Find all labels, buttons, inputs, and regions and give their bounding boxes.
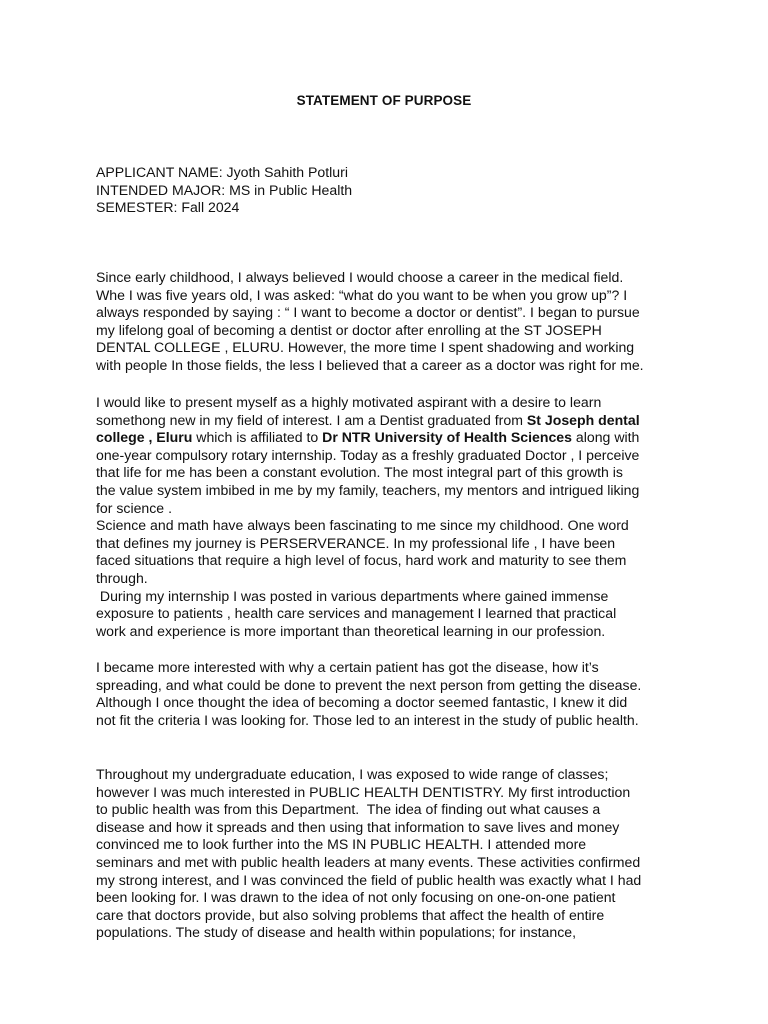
paragraph-line: I became more interested with why a certain patient has got the disease, how it’s	[96, 659, 599, 675]
paragraph-line	[96, 412, 696, 430]
paragraph-line: populations. The study of disease and health within populations; for instance,	[96, 924, 577, 941]
paragraph-line: always responded by saying : “ I want to become a doctor or dentist”. I began to pursue	[96, 304, 640, 321]
paragraph-line: Whe I was five years old, I was asked: “what do you want to be when you grow up”? I	[96, 286, 628, 303]
paragraph-line: that life for me has been a constant evolution. The most integral part of this growth is	[96, 464, 623, 481]
paragraph-line: faced situations that require a high level of focus, hard work and maturity to see them	[96, 552, 627, 569]
paragraph-line: disease and how it spreads and then using that information to save lives and money	[96, 818, 620, 835]
paragraph-line: exposure to patients , health care services and management I learned that practical	[96, 605, 617, 622]
paragraph-line: to public health was from this Department. The idea of finding out what causes a	[96, 801, 601, 818]
paragraph-line: my lifelong goal of becoming a dentist or doctor after enrolling at the ST JOSEPH	[96, 321, 602, 338]
paragraph-line: for science .	[96, 499, 172, 516]
text-run: along with	[572, 429, 640, 446]
text-run: somethong new in my field of interest. I am a Dentist graduated from	[96, 411, 527, 428]
paragraph-line: During my internship I was posted in various departments where gained immense	[96, 587, 609, 604]
paragraph-line: my strong interest, and I was convinced the field of public health was exactly what I had	[96, 871, 642, 888]
college-city-bold: college , Eluru	[96, 429, 193, 446]
college-name-bold: St Joseph dental	[526, 411, 640, 428]
paragraph-line: Science and math have always been fascinating to me since my childhood. One word	[96, 517, 629, 534]
paragraph-line: Although I once thought the idea of becoming a doctor seemed fantastic, I knew it did	[96, 694, 628, 711]
paragraph-line: the value system imbibed in me by my family, teachers, my mentors and intrigued liking	[96, 481, 640, 498]
paragraph-line: I would like to present myself as a highly motivated aspirant with a desire to learn	[96, 394, 602, 410]
paragraph-2	[96, 394, 696, 640]
intended-major: INTENDED MAJOR: MS in Public Health	[96, 181, 353, 198]
university-name-bold: Dr NTR University of Health Sciences	[322, 429, 572, 446]
paragraph-line: not fit the criteria I was looking for. Those led to an interest in the study of public health.	[96, 711, 639, 728]
paragraph-line	[96, 429, 696, 447]
document-title: STATEMENT OF PURPOSE	[296, 93, 472, 108]
paragraph-line: seminars and met with public health leaders at many events. These activities confirmed	[96, 853, 641, 870]
paragraph-line: DENTAL COLLEGE , ELURU. However, the more time I spent shadowing and working	[96, 339, 635, 356]
paragraph-line: convinced me to look further into the MS IN PUBLIC HEALTH. I attended more	[96, 836, 587, 853]
applicant-name: APPLICANT NAME: Jyoth Sahith Potluri	[96, 164, 348, 180]
paragraph-4	[96, 766, 696, 942]
paragraph-line: Throughout my undergraduate education, I was exposed to wide range of classes;	[96, 766, 609, 782]
paragraph-line: one-year compulsory rotary internship. Today as a freshly graduated Doctor , I perceive	[96, 446, 640, 463]
applicant-info	[96, 164, 696, 217]
paragraph-line: work and experience is more important than theoretical learning in our profession.	[96, 622, 606, 639]
paragraph-line: Since early childhood, I always believed I would choose a career in the medical field.	[96, 269, 624, 285]
text-run: which is affiliated to	[192, 429, 323, 446]
paragraph-1	[96, 269, 696, 375]
paragraph-line: through.	[96, 569, 148, 586]
paragraph-line: care that doctors provide, but also solving problems that affect the health of entire	[96, 906, 605, 923]
paragraph-line: that defines my journey is PERSERVERANCE. In my professional life , I have been	[96, 534, 616, 551]
paragraph-line: been looking for. I was drawn to the idea of not only focusing on one-on-one patient	[96, 889, 616, 906]
paragraph-3	[96, 659, 696, 729]
paragraph-line: however I was much interested in PUBLIC HEALTH DENTISTRY. My first introduction	[96, 783, 631, 800]
semester: SEMESTER: Fall 2024	[96, 199, 240, 216]
paragraph-line: with people In those fields, the less I believed that a career as a doctor was right for me.	[96, 356, 644, 373]
paragraph-line: spreading, and what could be done to prevent the next person from getting the disease.	[96, 676, 642, 693]
